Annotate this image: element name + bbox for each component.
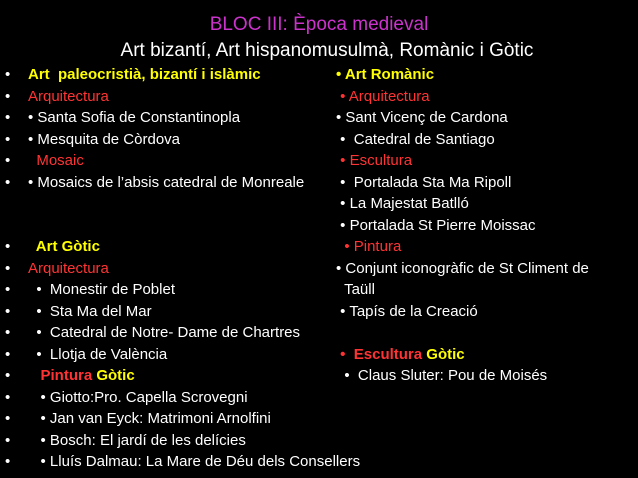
item-text: • Mosaics de l’absis catedral de Monreale bbox=[28, 173, 305, 191]
item-text: • Art Romànic bbox=[336, 66, 435, 83]
left-list-item bbox=[0, 64, 340, 86]
left-list-item bbox=[0, 387, 340, 409]
item-text: • Sant Vicenç de Cardona bbox=[336, 109, 508, 126]
bullet-marker: • bbox=[5, 66, 11, 83]
right-list-item bbox=[334, 236, 638, 258]
item-text: • Monestir de Poblet bbox=[28, 281, 175, 298]
item-text: Mosaic bbox=[28, 152, 84, 169]
item-text: • Pintura bbox=[336, 238, 402, 255]
item-text: • Arquitectura bbox=[336, 87, 430, 105]
left-list-item bbox=[0, 236, 340, 258]
item-text: • Catedral de Santiago bbox=[336, 130, 495, 148]
bullet-marker: • bbox=[5, 87, 11, 105]
item-text: Gòtic bbox=[92, 367, 135, 384]
bullet-marker: • bbox=[5, 302, 11, 320]
item-text: • Sta Ma del Mar bbox=[28, 302, 152, 320]
right-list-item bbox=[334, 129, 638, 151]
slide-subtitle: Art bizantí, Art hispanomusulmà, Romànic i Gòtic bbox=[120, 40, 534, 61]
right-list-item bbox=[334, 107, 638, 129]
right-list-item bbox=[334, 344, 638, 366]
bullet-marker: • bbox=[5, 238, 11, 255]
bullet-marker: • bbox=[5, 453, 11, 470]
right-list-item bbox=[334, 172, 638, 194]
left-list-item bbox=[0, 107, 340, 129]
left-list-item bbox=[0, 322, 340, 344]
item-text: Pintura bbox=[28, 367, 93, 384]
right-list-item bbox=[334, 258, 638, 280]
item-text: • Portalada Sta Ma Ripoll bbox=[336, 173, 512, 191]
bullet-marker: • bbox=[5, 173, 11, 191]
left-list-item bbox=[0, 451, 361, 473]
item-text: Arquitectura bbox=[28, 87, 109, 105]
item-text: • Bosch: El jardí de les delícies bbox=[28, 431, 246, 449]
left-list-item bbox=[0, 365, 340, 387]
bullet-marker: • bbox=[5, 109, 11, 126]
right-list-item bbox=[334, 365, 638, 387]
item-text: • Escultura bbox=[336, 345, 423, 363]
item-text: Gòtic bbox=[422, 345, 465, 363]
left-list-item bbox=[0, 408, 340, 430]
item-text: Taüll bbox=[336, 281, 375, 298]
right-list-item bbox=[334, 322, 638, 344]
right-list-item bbox=[334, 279, 638, 301]
item-text: • Tapís de la Creació bbox=[336, 302, 478, 320]
bullet-marker: • bbox=[5, 388, 11, 406]
item-text: • Conjunt iconogràfic de St Climent de bbox=[336, 259, 589, 277]
right-list-item bbox=[334, 215, 638, 237]
left-list-item bbox=[0, 193, 340, 215]
item-text: • La Majestat Batlló bbox=[336, 195, 469, 212]
item-text: • Catedral de Notre- Dame de Chartres bbox=[28, 324, 301, 341]
right-column bbox=[334, 64, 638, 387]
left-list-item bbox=[0, 215, 340, 237]
bullet-marker: • bbox=[5, 367, 11, 384]
item-text: • Santa Sofia de Constantinopla bbox=[28, 109, 241, 126]
bullet-marker: • bbox=[5, 410, 11, 427]
bullet-marker: • bbox=[5, 130, 11, 148]
left-list-item bbox=[0, 172, 340, 194]
bullet-marker: • bbox=[5, 345, 11, 363]
item-text: Arquitectura bbox=[28, 259, 109, 277]
bullet-marker: • bbox=[5, 324, 11, 341]
left-list-item bbox=[0, 430, 340, 452]
right-list-item bbox=[334, 150, 638, 172]
bullet-marker: • bbox=[5, 259, 11, 277]
left-list-item bbox=[0, 279, 340, 301]
item-text: • Lluís Dalmau: La Mare de Déu dels Consellers bbox=[28, 453, 361, 470]
bullet-marker: • bbox=[5, 281, 11, 298]
item-text: • Portalada St Pierre Moissac bbox=[336, 216, 536, 234]
left-list-item bbox=[0, 301, 340, 323]
item-text: • Jan van Eyck: Matrimoni Arnolfini bbox=[28, 410, 271, 427]
item-text: • Giotto:Pro. Capella Scrovegni bbox=[28, 388, 248, 406]
item-text: • Claus Sluter: Pou de Moisés bbox=[336, 367, 548, 384]
left-list-item bbox=[0, 129, 340, 151]
item-text: Art Gòtic bbox=[28, 238, 100, 255]
right-list-item bbox=[334, 301, 638, 323]
left-list-item bbox=[0, 86, 340, 108]
right-list-item bbox=[334, 64, 638, 86]
item-text: • Escultura bbox=[336, 152, 413, 169]
item-text: Art paleocristià, bizantí i islàmic bbox=[28, 66, 261, 83]
bullet-marker: • bbox=[5, 431, 11, 449]
slide-title: BLOC III: Època medieval bbox=[209, 14, 429, 35]
bullet-marker: • bbox=[5, 152, 11, 169]
left-list-item bbox=[0, 258, 340, 280]
left-list-item bbox=[0, 150, 340, 172]
left-list-item bbox=[0, 344, 340, 366]
right-list-item bbox=[334, 193, 638, 215]
item-text: • Mesquita de Còrdova bbox=[28, 130, 180, 148]
right-list-item bbox=[334, 86, 638, 108]
item-text: • Llotja de València bbox=[28, 345, 168, 363]
